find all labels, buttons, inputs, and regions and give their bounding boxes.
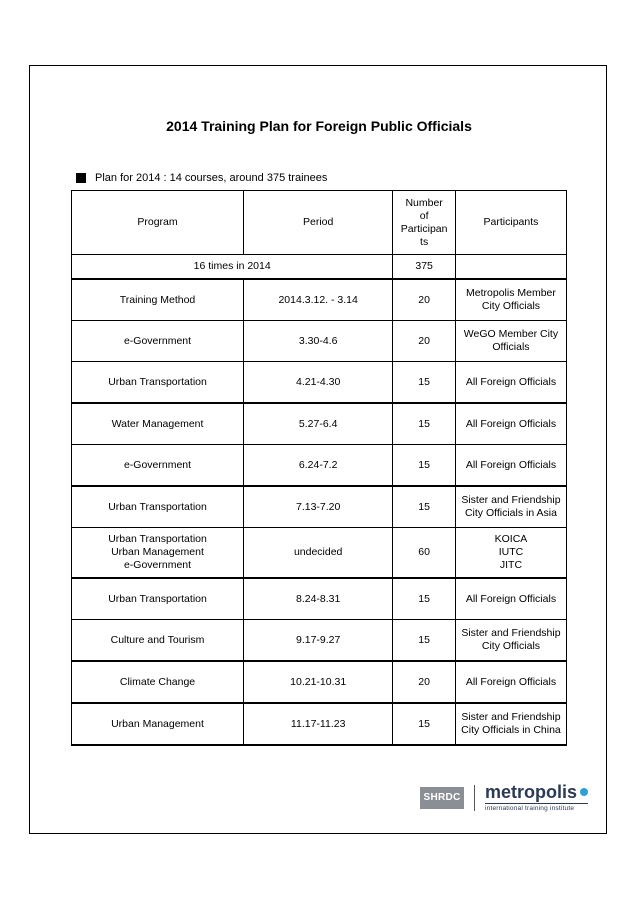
cell-number: 15 xyxy=(393,578,456,620)
cell-program: Urban Management xyxy=(72,703,244,745)
table-row xyxy=(72,528,567,579)
cell-program: Urban Transportation xyxy=(72,362,244,404)
table-row xyxy=(72,445,567,487)
cell-program: e-Government xyxy=(72,321,244,362)
table-row xyxy=(72,578,567,620)
cell-program: Water Management xyxy=(72,403,244,445)
cell-period: 6.24-7.2 xyxy=(244,445,393,487)
document-title: 2014 Training Plan for Foreign Public Officials xyxy=(166,118,472,134)
header-number: Number of Participan ts xyxy=(393,191,456,255)
summary-participants xyxy=(455,255,566,280)
cell-participants: Sister and Friendship City Officials in Asia xyxy=(455,486,566,528)
cell-number: 15 xyxy=(393,703,456,745)
cell-number: 20 xyxy=(393,321,456,362)
cell-period: 2014.3.12. - 3.14 xyxy=(244,279,393,321)
cell-program: e-Government xyxy=(72,445,244,487)
cell-number: 15 xyxy=(393,620,456,662)
cell-period: 4.21-4.30 xyxy=(244,362,393,404)
cell-program: Urban Transportation xyxy=(72,578,244,620)
cell-period: 9.17-9.27 xyxy=(244,620,393,662)
cell-period: 11.17-11.23 xyxy=(244,703,393,745)
cell-participants: All Foreign Officials xyxy=(455,445,566,487)
cell-participants: WeGO Member City Officials xyxy=(455,321,566,362)
cell-program: Training Method xyxy=(72,279,244,321)
header-participants: Participants xyxy=(455,191,566,255)
cell-number: 15 xyxy=(393,445,456,487)
cell-number: 60 xyxy=(393,528,456,579)
metropolis-wordmark xyxy=(485,783,588,801)
cell-program: Culture and Tourism xyxy=(72,620,244,662)
cell-participants: All Foreign Officials xyxy=(455,403,566,445)
shrdc-logo: SHRDC xyxy=(420,787,464,809)
table-row xyxy=(72,279,567,321)
cell-number: 15 xyxy=(393,362,456,404)
cell-period: 7.13-7.20 xyxy=(244,486,393,528)
cell-participants: All Foreign Officials xyxy=(455,578,566,620)
summary-number: 375 xyxy=(393,255,456,280)
table-header-row xyxy=(72,191,567,255)
cell-participants: Metropolis Member City Officials xyxy=(455,279,566,321)
header-program: Program xyxy=(72,191,244,255)
table-row xyxy=(72,620,567,662)
metropolis-text: metropolis xyxy=(485,782,578,802)
training-plan-table xyxy=(71,190,567,746)
table-row xyxy=(72,661,567,703)
header-period: Period xyxy=(244,191,393,255)
cell-participants: Sister and Friendship City Officials xyxy=(455,620,566,662)
blue-dot-icon xyxy=(580,788,588,796)
summary-label: 16 times in 2014 xyxy=(72,255,393,280)
cell-number: 20 xyxy=(393,279,456,321)
table-row xyxy=(72,486,567,528)
logo-divider xyxy=(474,785,475,811)
metropolis-logo xyxy=(485,783,588,812)
cell-participants: KOICA IUTC JITC xyxy=(455,528,566,579)
cell-number: 20 xyxy=(393,661,456,703)
cell-number: 15 xyxy=(393,486,456,528)
cell-period: undecided xyxy=(244,528,393,579)
cell-participants: All Foreign Officials xyxy=(455,661,566,703)
cell-program: Climate Change xyxy=(72,661,244,703)
table-row xyxy=(72,321,567,362)
cell-program: Urban Transportation Urban Management e-Government xyxy=(72,528,244,579)
plan-note-text: Plan for 2014 : 14 courses, around 375 trainees xyxy=(95,172,328,184)
cell-participants: All Foreign Officials xyxy=(455,362,566,404)
cell-period: 3.30-4.6 xyxy=(244,321,393,362)
cell-period: 8.24-8.31 xyxy=(244,578,393,620)
footer-logos xyxy=(420,783,588,812)
table-row xyxy=(72,403,567,445)
cell-participants: Sister and Friendship City Officials in China xyxy=(455,703,566,745)
square-bullet-icon xyxy=(76,173,86,183)
metropolis-subtitle: international training institute xyxy=(485,803,588,812)
table-row xyxy=(72,362,567,404)
cell-number: 15 xyxy=(393,403,456,445)
cell-period: 5.27-6.4 xyxy=(244,403,393,445)
cell-period: 10.21-10.31 xyxy=(244,661,393,703)
plan-note xyxy=(76,172,327,184)
table-row xyxy=(72,703,567,745)
summary-row xyxy=(72,255,567,280)
cell-program: Urban Transportation xyxy=(72,486,244,528)
